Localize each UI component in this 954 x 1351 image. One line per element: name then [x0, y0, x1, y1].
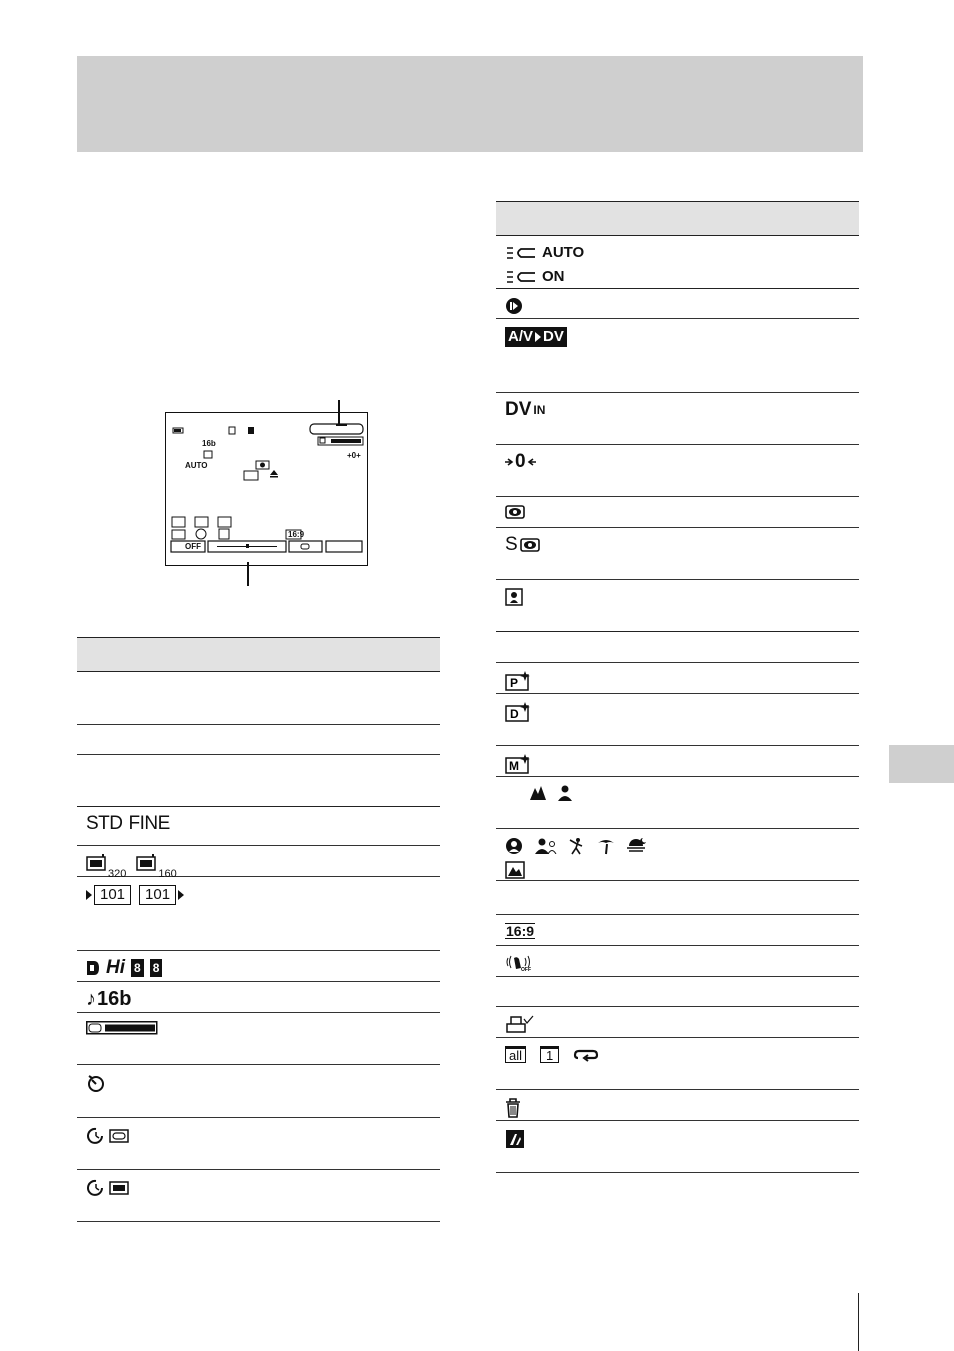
table-row	[77, 1118, 440, 1170]
svg-text:OFF: OFF	[521, 967, 531, 972]
interval-tape-icon	[86, 1126, 129, 1146]
nightshot-icon	[505, 505, 525, 519]
av-dv-icon	[505, 327, 567, 347]
movie-size-icons	[86, 854, 177, 878]
table-row	[77, 807, 440, 846]
table-row	[77, 982, 440, 1013]
portrait-focus-icon	[558, 785, 572, 801]
sports-icon	[569, 837, 585, 855]
backlight-on-icon	[505, 268, 565, 286]
write-protect-icon	[505, 1129, 525, 1149]
table-row	[496, 746, 859, 777]
table-row	[77, 846, 440, 880]
lcd-screen	[165, 412, 368, 566]
folder-icons	[86, 885, 184, 905]
focus-icons	[530, 785, 572, 801]
play-one-icon: 1	[540, 1046, 559, 1063]
wide-16-9-label: 16:9	[506, 923, 535, 939]
color-slow-shutter-icon	[505, 588, 523, 606]
chapter-side-tab	[889, 745, 954, 783]
page-number-rule	[858, 1293, 859, 1351]
table-row	[77, 877, 440, 951]
table-row	[77, 672, 440, 725]
sunset-icon	[627, 837, 647, 855]
backlight-on-label: ON	[542, 268, 565, 285]
std-icon: STD	[86, 813, 123, 834]
table-header	[77, 637, 440, 672]
steadyshot-off-icon	[505, 954, 533, 972]
section-header-banner	[77, 56, 863, 152]
table-row	[496, 1090, 859, 1121]
table-row	[496, 777, 859, 829]
memory-mix-icon	[505, 754, 533, 774]
table-row	[77, 1065, 440, 1118]
fine-icon: FINE	[128, 813, 170, 834]
interval-memory-icon	[86, 1178, 129, 1198]
twilight-portrait-icon	[505, 837, 523, 855]
table-row	[496, 528, 859, 580]
quality-icons	[86, 815, 170, 833]
tape-format-icons	[86, 959, 162, 977]
av-label: A/V	[508, 328, 534, 345]
next-folder-icon	[139, 885, 184, 905]
digital-effect-icon	[505, 702, 533, 722]
picture-effect-icon	[505, 671, 533, 691]
wide-mode-icon	[505, 923, 535, 939]
left-indicator-table	[77, 637, 440, 1222]
movie-160-label: 160	[158, 868, 177, 880]
dv-label: DV	[543, 328, 564, 345]
table-row	[496, 236, 859, 289]
audio-mode-icons	[86, 990, 131, 1008]
trash-icon	[505, 1098, 521, 1118]
folder-101-label-2: 101	[139, 885, 176, 905]
table-row	[77, 755, 440, 807]
right-indicator-table	[496, 201, 859, 1173]
table-row	[496, 580, 859, 632]
end-search-icon	[505, 297, 523, 315]
screen-off-button: OFF	[185, 542, 201, 551]
portrait-scene-icon	[535, 838, 557, 854]
table-row	[77, 1013, 440, 1065]
folder-101-label: 101	[94, 885, 131, 905]
slideshow-icons	[505, 1046, 599, 1063]
svg-text:P: P	[510, 676, 519, 690]
hi8-icon: Hi	[106, 957, 125, 978]
table-row	[496, 289, 859, 319]
backlight-auto-icon	[505, 244, 584, 262]
table-row	[496, 319, 859, 393]
table-row	[496, 445, 859, 497]
music-note-icon: ♪	[86, 988, 96, 1010]
hi8-8-icon: 8	[131, 959, 144, 977]
repeat-icon	[573, 1047, 599, 1063]
dv-in-dv-label: DV	[505, 399, 532, 420]
previous-folder-icon	[86, 885, 131, 905]
table-row	[496, 497, 859, 528]
zero-set-label: 0	[515, 451, 526, 472]
tape-remaining-icon	[86, 1021, 158, 1035]
dv-in-label: IN	[533, 403, 546, 417]
screen-zero-set: +0+	[347, 451, 361, 460]
table-row	[496, 946, 859, 977]
backlight-auto-label: AUTO	[542, 244, 585, 261]
svg-text:M: M	[509, 759, 519, 773]
table-row	[496, 1121, 859, 1173]
table-row	[496, 1007, 859, 1038]
beach-icon	[597, 837, 615, 855]
play-all-icon: all	[505, 1046, 526, 1063]
digital8-icon	[86, 960, 100, 976]
table-row	[496, 829, 859, 881]
av-dv-badge	[505, 327, 567, 347]
self-timer-icon	[86, 1073, 106, 1093]
table-row	[496, 1038, 859, 1090]
svg-text:D: D	[510, 707, 519, 721]
scene-selection-icons	[505, 837, 647, 855]
table-row	[496, 977, 859, 1007]
print-mark-icon	[505, 1015, 535, 1033]
movie-160-icon	[136, 854, 176, 878]
video8-icon: 8	[150, 959, 163, 977]
infinity-focus-icon	[530, 785, 546, 801]
table-row	[77, 1170, 440, 1222]
table-row	[496, 393, 859, 445]
super-nightshot-label: S	[505, 534, 518, 555]
table-row	[496, 881, 859, 915]
movie-320-label: 320	[108, 868, 127, 880]
screen-backlight-auto: AUTO	[185, 461, 208, 470]
screen-audio-mode: 16b	[202, 439, 216, 448]
dv-in-icon	[505, 401, 545, 419]
table-row	[77, 725, 440, 755]
table-row	[496, 915, 859, 946]
table-row	[496, 694, 859, 746]
landscape-icon	[505, 861, 525, 879]
table-row	[496, 632, 859, 663]
screen-wide-mode: 16:9	[288, 530, 305, 539]
table-header	[496, 201, 859, 236]
table-row	[77, 951, 440, 982]
super-nightshot-icon	[505, 536, 540, 554]
zero-set-memory-icon	[505, 453, 536, 471]
movie-320-icon	[86, 854, 126, 878]
table-row	[496, 663, 859, 694]
audio-16b-label: 16b	[97, 988, 132, 1010]
